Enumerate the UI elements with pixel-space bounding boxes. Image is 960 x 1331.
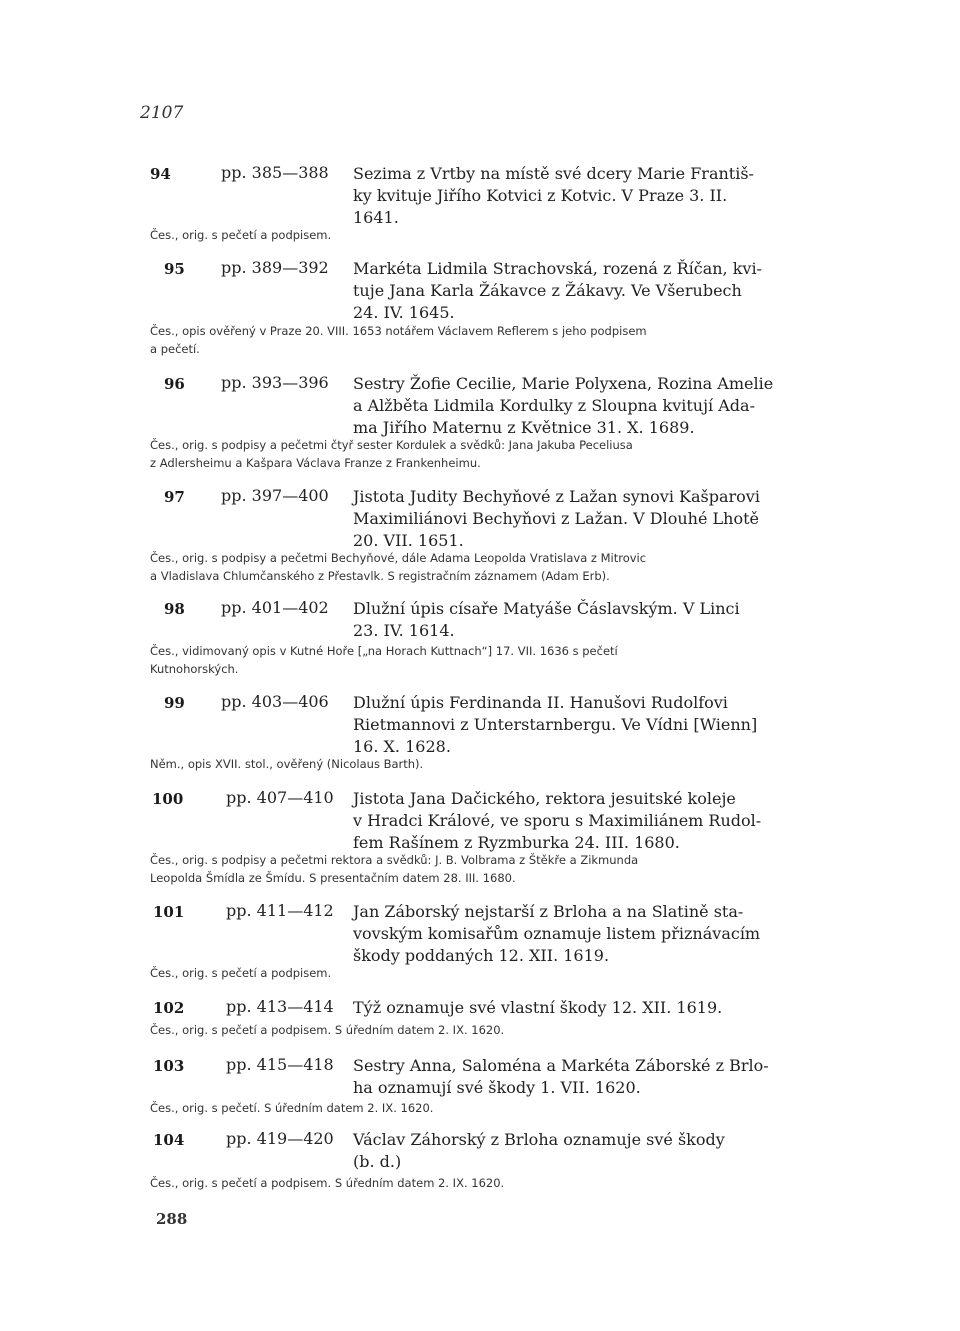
entry-pages: pp. 411—412 <box>226 901 334 920</box>
entry-number: 97 <box>164 488 185 506</box>
note-line: Čes., orig. s podpisy a pečetmi Bechyňové, dále Adama Leopolda Vratislava z Mitrovic <box>150 551 647 565</box>
entry-pages: pp. 397—400 <box>221 486 329 505</box>
note-line: Čes., opis ověřený v Praze 20. VIII. 1653 notářem Václavem Reflerem s jeho podpisem <box>150 324 647 338</box>
note-line: Leopolda Šmídla ze Šmídu. S presentačním datem 28. III. 1680. <box>150 871 516 885</box>
entry-note <box>150 322 647 358</box>
entry-note <box>150 755 423 773</box>
title-line: Markéta Lidmila Strachovská, rozená z Říčan, kvi- <box>353 259 762 278</box>
entry-title <box>353 163 754 229</box>
title-line: v Hradci Králové, ve sporu s Maximiliánem Rudol- <box>353 811 762 830</box>
entry-number: 103 <box>153 1057 185 1075</box>
entry-note <box>150 1099 433 1117</box>
entry-title <box>353 1055 769 1099</box>
title-line: 16. X. 1628. <box>353 737 451 756</box>
title-line: Jistota Jana Dačického, rektora jesuitské koleje <box>353 789 736 808</box>
title-line: Sestry Anna, Saloména a Markéta Záborské z Brlo- <box>353 1056 769 1075</box>
entry-title <box>353 997 722 1019</box>
entry-pages: pp. 385—388 <box>221 163 329 182</box>
entry-note <box>150 964 331 982</box>
entry-pages: pp. 413—414 <box>226 997 334 1016</box>
title-line: Sezima z Vrtby na místě své dcery Marie Františ- <box>353 164 754 183</box>
title-line: škody poddaných 12. XII. 1619. <box>353 946 610 965</box>
note-line: Čes., orig. s pečetí a podpisem. <box>150 966 332 980</box>
entry-title <box>353 258 762 324</box>
entry-title <box>353 692 757 758</box>
note-line: Čes., orig. s pečetí a podpisem. <box>150 228 332 242</box>
title-line: 24. IV. 1645. <box>353 303 455 322</box>
entry-note <box>150 436 633 472</box>
title-line: Sestry Žofie Cecilie, Marie Polyxena, Rozina Amelie <box>353 374 774 393</box>
entry-pages: pp. 403—406 <box>221 692 329 711</box>
note-line: Čes., orig. s podpisy a pečetmi rektora a svědků: J. B. Volbrama z Štěkře a Zikmunda <box>150 853 639 867</box>
entry-note <box>150 851 638 887</box>
entry-number: 100 <box>152 790 184 808</box>
title-line: ma Jiřího Maternu z Květnice 31. X. 1689. <box>353 418 695 437</box>
entry-number: 98 <box>164 600 185 618</box>
entry-number: 104 <box>153 1131 185 1149</box>
page-number-bottom: 288 <box>156 1210 188 1228</box>
entry-number: 99 <box>164 694 185 712</box>
note-line: Kutnohorských. <box>150 662 239 676</box>
title-line: Jan Záborský nejstarší z Brloha a na Slatině sta- <box>353 902 744 921</box>
note-line: z Adlersheimu a Kašpara Václava Franze z Frankenheimu. <box>150 456 481 470</box>
entry-title <box>353 788 761 854</box>
note-line: Čes., orig. s podpisy a pečetmi čtyř sester Kordulek a svědků: Jana Jakuba Peceliusa <box>150 438 633 452</box>
entry-pages: pp. 389—392 <box>221 258 329 277</box>
entry-note <box>150 226 331 244</box>
entry-title <box>353 1129 725 1173</box>
entry-pages: pp. 415—418 <box>226 1055 334 1074</box>
title-line: a Alžběta Lidmila Kordulky z Sloupna kvitují Ada- <box>353 396 755 415</box>
entry-number: 96 <box>164 375 185 393</box>
page-number-top: 2107 <box>140 103 184 123</box>
title-line: tuje Jana Karla Žákavce z Žákavy. Ve Všerubech <box>353 281 742 300</box>
title-line: Jistota Judity Bechyňové z Lažan synovi Kašparovi <box>353 487 760 506</box>
note-line: a Vladislava Chlumčanského z Přestavlk. S registračním záznamem (Adam Erb). <box>150 569 610 583</box>
entry-note <box>150 642 618 678</box>
entry-pages: pp. 407—410 <box>226 788 334 807</box>
entry-title <box>353 901 760 967</box>
entry-pages: pp. 419—420 <box>226 1129 334 1148</box>
title-line: ha oznamují své škody 1. VII. 1620. <box>353 1078 641 1097</box>
entry-number: 95 <box>164 260 185 278</box>
entry-number: 94 <box>150 165 171 183</box>
entry-note <box>150 1174 504 1192</box>
title-line: vovským komisařům oznamuje listem přiznávacím <box>353 924 761 943</box>
title-line: 1641. <box>353 208 399 227</box>
title-line: Týž oznamuje své vlastní škody 12. XII. 1619. <box>353 998 723 1017</box>
note-line: Něm., opis XVII. stol., ověřený (Nicolaus Barth). <box>150 757 424 771</box>
title-line: Dlužní úpis Ferdinanda II. Hanušovi Rudolfovi <box>353 693 728 712</box>
title-line: 23. IV. 1614. <box>353 621 455 640</box>
title-line: Dlužní úpis císaře Matyáše Čáslavským. V Linci <box>353 599 740 618</box>
title-line: Rietmannovi z Unterstarnbergu. Ve Vídni [Wienn] <box>353 715 758 734</box>
note-line: Čes., orig. s pečetí a podpisem. S úředním datem 2. IX. 1620. <box>150 1023 505 1037</box>
entry-title <box>353 373 773 439</box>
entry-note <box>150 1021 504 1039</box>
title-line: Václav Záhorský z Brloha oznamuje své škody <box>353 1130 725 1149</box>
note-line: a pečetí. <box>150 342 200 356</box>
title-line: Maximiliánovi Bechyňovi z Lažan. V Dlouhé Lhotě <box>353 509 759 528</box>
entry-pages: pp. 393—396 <box>221 373 329 392</box>
title-line: ky kvituje Jiřího Kotvici z Kotvic. V Praze 3. II. <box>353 186 728 205</box>
title-line: 20. VII. 1651. <box>353 531 464 550</box>
title-line: fem Rašínem z Ryzmburka 24. III. 1680. <box>353 833 680 852</box>
entry-pages: pp. 401—402 <box>221 598 329 617</box>
entry-number: 101 <box>153 903 185 921</box>
note-line: Čes., orig. s pečetí a podpisem. S úředním datem 2. IX. 1620. <box>150 1176 505 1190</box>
entry-note <box>150 549 646 585</box>
note-line: Čes., orig. s pečetí. S úředním datem 2. IX. 1620. <box>150 1101 434 1115</box>
entry-number: 102 <box>153 999 185 1017</box>
title-line: (b. d.) <box>353 1152 402 1171</box>
entry-title <box>353 598 740 642</box>
note-line: Čes., vidimovaný opis v Kutné Hoře [„na Horach Kuttnach“] 17. VII. 1636 s pečetí <box>150 644 618 658</box>
entry-title <box>353 486 760 552</box>
